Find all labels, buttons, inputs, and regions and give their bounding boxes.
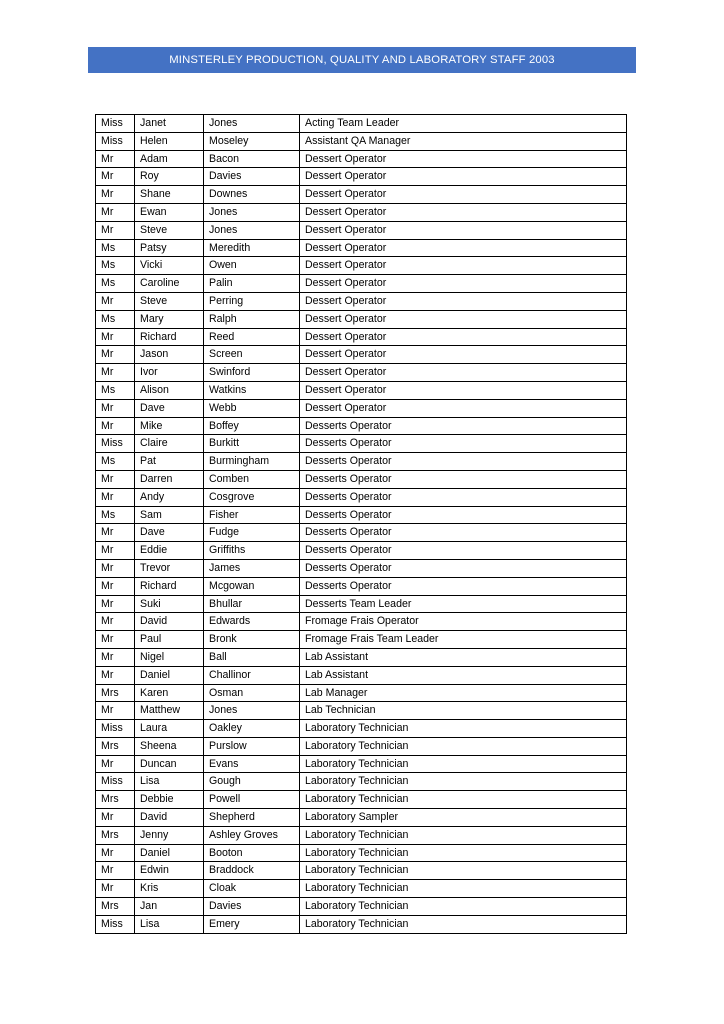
cell-surname: Fisher [204, 506, 300, 524]
cell-first-name: Daniel [135, 844, 204, 862]
table-row [96, 221, 627, 239]
table-row [96, 453, 627, 471]
cell-first-name: Dave [135, 399, 204, 417]
cell-title: Mr [96, 364, 135, 382]
table-row [96, 257, 627, 275]
cell-surname: Davies [204, 898, 300, 916]
cell-first-name: Jan [135, 898, 204, 916]
cell-title: Mr [96, 755, 135, 773]
cell-first-name: Ewan [135, 203, 204, 221]
cell-first-name: David [135, 613, 204, 631]
table-row [96, 115, 627, 133]
cell-surname: Griffiths [204, 542, 300, 560]
table-row [96, 755, 627, 773]
table-row [96, 684, 627, 702]
cell-first-name: Patsy [135, 239, 204, 257]
cell-job-role: Desserts Operator [300, 453, 627, 471]
table-row [96, 186, 627, 204]
table-row [96, 613, 627, 631]
cell-title: Mr [96, 186, 135, 204]
table-row [96, 470, 627, 488]
table-row [96, 773, 627, 791]
cell-first-name: Matthew [135, 702, 204, 720]
cell-surname: Burkitt [204, 435, 300, 453]
cell-title: Mr [96, 809, 135, 827]
cell-job-role: Desserts Operator [300, 506, 627, 524]
cell-job-role: Laboratory Technician [300, 791, 627, 809]
table-row [96, 915, 627, 933]
cell-job-role: Desserts Operator [300, 559, 627, 577]
cell-surname: Bacon [204, 150, 300, 168]
cell-job-role: Desserts Operator [300, 470, 627, 488]
cell-title: Mr [96, 328, 135, 346]
cell-title: Miss [96, 720, 135, 738]
table-row [96, 648, 627, 666]
cell-surname: Comben [204, 470, 300, 488]
cell-surname: Osman [204, 684, 300, 702]
cell-title: Mr [96, 666, 135, 684]
cell-job-role: Dessert Operator [300, 399, 627, 417]
cell-title: Mr [96, 524, 135, 542]
cell-job-role: Dessert Operator [300, 203, 627, 221]
cell-first-name: David [135, 809, 204, 827]
table-row [96, 275, 627, 293]
cell-job-role: Laboratory Technician [300, 898, 627, 916]
cell-surname: Jones [204, 221, 300, 239]
cell-job-role: Dessert Operator [300, 328, 627, 346]
cell-surname: Jones [204, 115, 300, 133]
table-row [96, 506, 627, 524]
table-row [96, 737, 627, 755]
cell-job-role: Lab Assistant [300, 648, 627, 666]
cell-first-name: Caroline [135, 275, 204, 293]
cell-first-name: Laura [135, 720, 204, 738]
cell-surname: Boffey [204, 417, 300, 435]
table-row [96, 809, 627, 827]
cell-first-name: Edwin [135, 862, 204, 880]
cell-first-name: Ivor [135, 364, 204, 382]
cell-title: Mr [96, 559, 135, 577]
cell-title: Miss [96, 115, 135, 133]
cell-job-role: Lab Manager [300, 684, 627, 702]
cell-surname: Davies [204, 168, 300, 186]
cell-first-name: Adam [135, 150, 204, 168]
cell-surname: Purslow [204, 737, 300, 755]
staff-table-container [95, 114, 626, 934]
cell-job-role: Laboratory Technician [300, 737, 627, 755]
table-row [96, 702, 627, 720]
cell-job-role: Laboratory Technician [300, 720, 627, 738]
cell-surname: Challinor [204, 666, 300, 684]
cell-title: Mrs [96, 791, 135, 809]
cell-job-role: Laboratory Sampler [300, 809, 627, 827]
cell-surname: Screen [204, 346, 300, 364]
cell-first-name: Claire [135, 435, 204, 453]
cell-job-role: Lab Technician [300, 702, 627, 720]
table-row [96, 542, 627, 560]
cell-first-name: Debbie [135, 791, 204, 809]
cell-job-role: Laboratory Technician [300, 862, 627, 880]
cell-surname: Ashley Groves [204, 826, 300, 844]
cell-title: Mr [96, 613, 135, 631]
cell-surname: Gough [204, 773, 300, 791]
cell-title: Ms [96, 257, 135, 275]
table-row [96, 292, 627, 310]
cell-first-name: Alison [135, 381, 204, 399]
cell-first-name: Paul [135, 631, 204, 649]
cell-job-role: Fromage Frais Team Leader [300, 631, 627, 649]
table-row [96, 399, 627, 417]
cell-job-role: Laboratory Technician [300, 880, 627, 898]
table-row [96, 150, 627, 168]
cell-job-role: Dessert Operator [300, 275, 627, 293]
cell-job-role: Dessert Operator [300, 150, 627, 168]
cell-title: Ms [96, 381, 135, 399]
cell-title: Mr [96, 488, 135, 506]
cell-surname: Evans [204, 755, 300, 773]
cell-title: Mr [96, 221, 135, 239]
cell-first-name: Nigel [135, 648, 204, 666]
cell-first-name: Eddie [135, 542, 204, 560]
cell-job-role: Laboratory Technician [300, 844, 627, 862]
cell-job-role: Dessert Operator [300, 310, 627, 328]
cell-surname: Edwards [204, 613, 300, 631]
cell-title: Mr [96, 542, 135, 560]
table-row [96, 631, 627, 649]
table-row [96, 898, 627, 916]
cell-surname: Moseley [204, 132, 300, 150]
cell-surname: Powell [204, 791, 300, 809]
cell-title: Mr [96, 150, 135, 168]
table-row [96, 310, 627, 328]
cell-title: Miss [96, 435, 135, 453]
cell-surname: Owen [204, 257, 300, 275]
cell-surname: Watkins [204, 381, 300, 399]
cell-job-role: Desserts Operator [300, 577, 627, 595]
cell-job-role: Laboratory Technician [300, 826, 627, 844]
cell-first-name: Lisa [135, 773, 204, 791]
cell-surname: Bronk [204, 631, 300, 649]
cell-title: Mrs [96, 898, 135, 916]
table-row [96, 826, 627, 844]
cell-job-role: Acting Team Leader [300, 115, 627, 133]
cell-surname: Emery [204, 915, 300, 933]
table-row [96, 328, 627, 346]
cell-job-role: Desserts Operator [300, 417, 627, 435]
cell-surname: Oakley [204, 720, 300, 738]
cell-title: Mr [96, 631, 135, 649]
table-row [96, 666, 627, 684]
cell-job-role: Desserts Operator [300, 524, 627, 542]
cell-surname: Braddock [204, 862, 300, 880]
cell-first-name: Shane [135, 186, 204, 204]
cell-surname: Shepherd [204, 809, 300, 827]
cell-title: Mr [96, 702, 135, 720]
cell-title: Mr [96, 417, 135, 435]
cell-title: Mrs [96, 684, 135, 702]
table-row [96, 417, 627, 435]
table-row [96, 488, 627, 506]
cell-title: Mr [96, 292, 135, 310]
cell-job-role: Desserts Operator [300, 542, 627, 560]
cell-job-role: Dessert Operator [300, 346, 627, 364]
cell-title: Mr [96, 346, 135, 364]
table-row [96, 720, 627, 738]
cell-title: Miss [96, 132, 135, 150]
cell-first-name: Mary [135, 310, 204, 328]
cell-first-name: Karen [135, 684, 204, 702]
cell-job-role: Assistant QA Manager [300, 132, 627, 150]
cell-surname: Cosgrove [204, 488, 300, 506]
cell-job-role: Dessert Operator [300, 257, 627, 275]
table-row [96, 595, 627, 613]
cell-job-role: Dessert Operator [300, 364, 627, 382]
cell-first-name: Jason [135, 346, 204, 364]
cell-job-role: Dessert Operator [300, 381, 627, 399]
cell-first-name: Mike [135, 417, 204, 435]
cell-job-role: Fromage Frais Operator [300, 613, 627, 631]
cell-first-name: Richard [135, 577, 204, 595]
cell-title: Mr [96, 648, 135, 666]
cell-job-role: Dessert Operator [300, 221, 627, 239]
table-row [96, 132, 627, 150]
cell-first-name: Kris [135, 880, 204, 898]
table-row [96, 844, 627, 862]
cell-surname: Jones [204, 203, 300, 221]
cell-title: Mr [96, 203, 135, 221]
staff-table [95, 114, 627, 934]
cell-surname: Ball [204, 648, 300, 666]
cell-surname: Fudge [204, 524, 300, 542]
cell-surname: Ralph [204, 310, 300, 328]
cell-title: Mr [96, 844, 135, 862]
cell-job-role: Dessert Operator [300, 239, 627, 257]
cell-first-name: Daniel [135, 666, 204, 684]
cell-title: Miss [96, 915, 135, 933]
cell-title: Ms [96, 506, 135, 524]
cell-title: Ms [96, 453, 135, 471]
cell-surname: Swinford [204, 364, 300, 382]
cell-job-role: Dessert Operator [300, 186, 627, 204]
cell-job-role: Desserts Team Leader [300, 595, 627, 613]
cell-job-role: Dessert Operator [300, 168, 627, 186]
cell-surname: Downes [204, 186, 300, 204]
cell-first-name: Sam [135, 506, 204, 524]
cell-title: Mrs [96, 737, 135, 755]
cell-surname: Reed [204, 328, 300, 346]
cell-surname: Palin [204, 275, 300, 293]
table-row [96, 168, 627, 186]
cell-surname: Perring [204, 292, 300, 310]
cell-title: Mr [96, 168, 135, 186]
cell-surname: Bhullar [204, 595, 300, 613]
cell-surname: Booton [204, 844, 300, 862]
cell-surname: Burmingham [204, 453, 300, 471]
cell-title: Mr [96, 577, 135, 595]
table-row [96, 524, 627, 542]
cell-first-name: Roy [135, 168, 204, 186]
cell-first-name: Richard [135, 328, 204, 346]
table-row [96, 559, 627, 577]
cell-surname: James [204, 559, 300, 577]
cell-first-name: Sheena [135, 737, 204, 755]
cell-first-name: Vicki [135, 257, 204, 275]
cell-first-name: Duncan [135, 755, 204, 773]
table-row [96, 435, 627, 453]
cell-title: Mr [96, 470, 135, 488]
cell-first-name: Lisa [135, 915, 204, 933]
cell-first-name: Andy [135, 488, 204, 506]
cell-surname: Meredith [204, 239, 300, 257]
cell-first-name: Darren [135, 470, 204, 488]
cell-job-role: Dessert Operator [300, 292, 627, 310]
cell-first-name: Steve [135, 221, 204, 239]
table-row [96, 791, 627, 809]
cell-title: Mr [96, 399, 135, 417]
cell-first-name: Trevor [135, 559, 204, 577]
cell-title: Ms [96, 310, 135, 328]
cell-surname: Mcgowan [204, 577, 300, 595]
cell-first-name: Pat [135, 453, 204, 471]
cell-title: Mrs [96, 826, 135, 844]
cell-first-name: Helen [135, 132, 204, 150]
table-row [96, 346, 627, 364]
cell-title: Miss [96, 773, 135, 791]
cell-first-name: Dave [135, 524, 204, 542]
table-row [96, 381, 627, 399]
cell-first-name: Janet [135, 115, 204, 133]
cell-first-name: Suki [135, 595, 204, 613]
cell-surname: Cloak [204, 880, 300, 898]
cell-first-name: Jenny [135, 826, 204, 844]
cell-job-role: Laboratory Technician [300, 915, 627, 933]
cell-title: Mr [96, 862, 135, 880]
table-row [96, 862, 627, 880]
cell-job-role: Desserts Operator [300, 435, 627, 453]
table-row [96, 239, 627, 257]
table-row [96, 577, 627, 595]
cell-first-name: Steve [135, 292, 204, 310]
cell-job-role: Desserts Operator [300, 488, 627, 506]
document-title: MINSTERLEY PRODUCTION, QUALITY AND LABORATORY STAFF 2003 [169, 54, 555, 66]
cell-surname: Jones [204, 702, 300, 720]
cell-surname: Webb [204, 399, 300, 417]
table-row [96, 880, 627, 898]
cell-title: Mr [96, 595, 135, 613]
cell-title: Mr [96, 880, 135, 898]
staff-table-body [96, 115, 627, 934]
table-row [96, 364, 627, 382]
cell-job-role: Laboratory Technician [300, 773, 627, 791]
table-row [96, 203, 627, 221]
cell-job-role: Lab Assistant [300, 666, 627, 684]
cell-job-role: Laboratory Technician [300, 755, 627, 773]
cell-title: Ms [96, 239, 135, 257]
cell-title: Ms [96, 275, 135, 293]
document-title-banner [88, 47, 636, 73]
